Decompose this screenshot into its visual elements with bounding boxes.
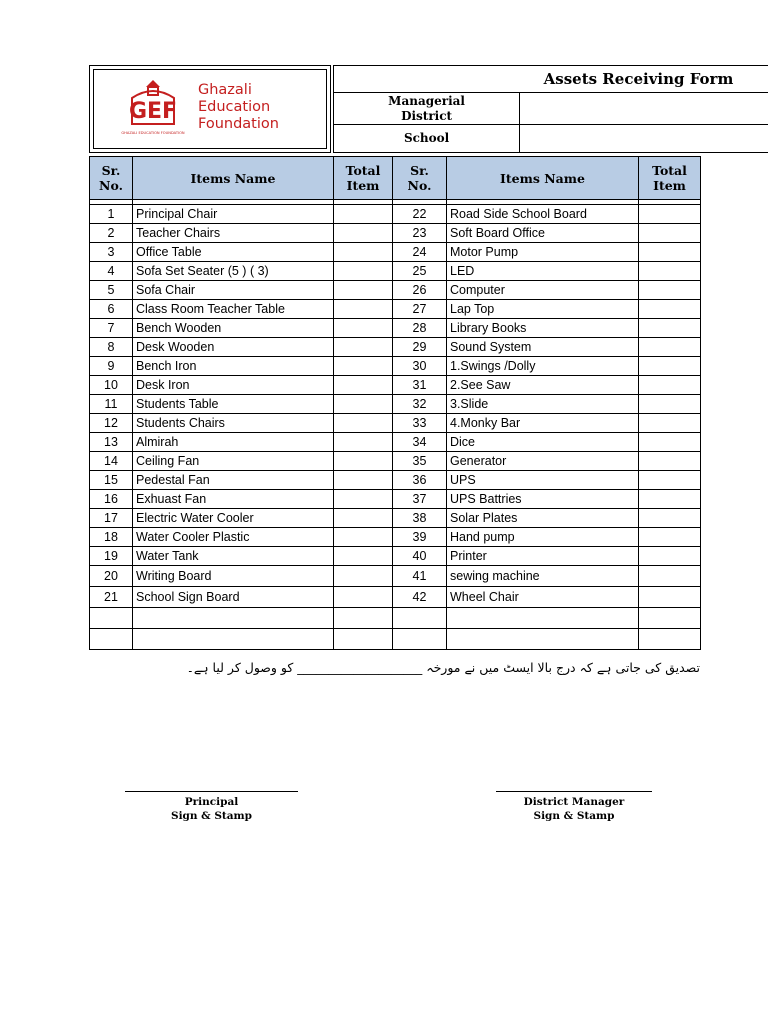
district-field[interactable] [520, 93, 768, 125]
table-row [90, 262, 701, 281]
table-row [90, 224, 701, 243]
school-field[interactable] [520, 125, 768, 153]
sr-header: Sr. No. [393, 157, 447, 200]
sr-number: 2 [90, 224, 133, 243]
total-item-cell[interactable] [334, 566, 393, 587]
item-name: Dice [447, 433, 639, 452]
sr-number: 23 [393, 224, 447, 243]
item-name: 3.Slide [447, 395, 639, 414]
empty-cell[interactable] [393, 629, 447, 650]
table-row [90, 471, 701, 490]
total-item-cell[interactable] [334, 376, 393, 395]
item-name: LED [447, 262, 639, 281]
sr-number: 35 [393, 452, 447, 471]
sr-number: 29 [393, 338, 447, 357]
item-name: Pedestal Fan [133, 471, 334, 490]
sr-number: 33 [393, 414, 447, 433]
sr-number: 18 [90, 528, 133, 547]
total-item-cell[interactable] [334, 547, 393, 566]
total-item-cell[interactable] [639, 547, 701, 566]
total-item-cell[interactable] [639, 452, 701, 471]
table-row [90, 566, 701, 587]
item-name: Sound System [447, 338, 639, 357]
table-row [90, 357, 701, 376]
item-name: Computer [447, 281, 639, 300]
district-manager-signature: District Manager Sign & Stamp [496, 791, 652, 823]
total-item-cell[interactable] [334, 319, 393, 338]
empty-cell[interactable] [393, 608, 447, 629]
sr-number: 37 [393, 490, 447, 509]
sr-number: 19 [90, 547, 133, 566]
item-name: Bench Iron [133, 357, 334, 376]
empty-cell[interactable] [639, 608, 701, 629]
total-item-cell[interactable] [639, 357, 701, 376]
table-row [90, 319, 701, 338]
empty-cell[interactable] [133, 608, 334, 629]
items-header: Items Name [133, 157, 334, 200]
table-row [90, 452, 701, 471]
total-item-cell[interactable] [334, 300, 393, 319]
item-name: Printer [447, 547, 639, 566]
total-item-cell[interactable] [639, 205, 701, 224]
item-name: Writing Board [133, 566, 334, 587]
item-name: 1.Swings /Dolly [447, 357, 639, 376]
item-name: Sofa Set Seater (5 ) ( 3) [133, 262, 334, 281]
sr-number: 39 [393, 528, 447, 547]
sr-number: 17 [90, 509, 133, 528]
item-name: Solar Plates [447, 509, 639, 528]
form-title: Assets Receiving Form [334, 66, 768, 93]
item-name: Library Books [447, 319, 639, 338]
table-row [90, 281, 701, 300]
sr-number: 15 [90, 471, 133, 490]
certification-text: تصدیق کی جاتی ہے کہ درج بالا ایسٹ میں نے مورخہ ____________________ کو وصول کر لیا ہے۔ [186, 660, 700, 675]
item-name: Motor Pump [447, 243, 639, 262]
sr-number: 10 [90, 376, 133, 395]
table-row [90, 243, 701, 262]
logo-letters: GEF [128, 99, 178, 124]
sr-number: 12 [90, 414, 133, 433]
item-name: Teacher Chairs [133, 224, 334, 243]
table-row [90, 433, 701, 452]
total-item-cell[interactable] [334, 452, 393, 471]
empty-cell[interactable] [334, 629, 393, 650]
total-item-cell[interactable] [334, 528, 393, 547]
district-label: Managerial District [334, 93, 520, 125]
item-name: Bench Wooden [133, 319, 334, 338]
item-name: Principal Chair [133, 205, 334, 224]
item-name: Desk Wooden [133, 338, 334, 357]
total-item-cell[interactable] [334, 262, 393, 281]
sr-number: 34 [393, 433, 447, 452]
empty-cell[interactable] [447, 608, 639, 629]
items-header: Items Name [447, 157, 639, 200]
total-item-cell[interactable] [639, 490, 701, 509]
total-item-cell[interactable] [334, 395, 393, 414]
sr-number: 9 [90, 357, 133, 376]
item-name: Generator [447, 452, 639, 471]
total-item-cell[interactable] [639, 262, 701, 281]
item-name: Desk Iron [133, 376, 334, 395]
sr-number: 22 [393, 205, 447, 224]
total-item-cell[interactable] [334, 509, 393, 528]
table-row [90, 528, 701, 547]
empty-cell[interactable] [90, 629, 133, 650]
sr-number: 24 [393, 243, 447, 262]
form-header [89, 65, 734, 155]
total-item-cell[interactable] [334, 338, 393, 357]
gef-logo-icon [118, 78, 188, 140]
total-item-cell[interactable] [334, 433, 393, 452]
item-name: Exhuast Fan [133, 490, 334, 509]
item-name: Soft Board Office [447, 224, 639, 243]
assets-table [89, 156, 701, 650]
brand-name: Ghazali Education Foundation [198, 82, 279, 132]
sr-number: 20 [90, 566, 133, 587]
table-row [90, 395, 701, 414]
sr-header: Sr. No. [90, 157, 133, 200]
total-item-cell[interactable] [334, 414, 393, 433]
total-item-cell[interactable] [639, 433, 701, 452]
sr-number: 41 [393, 566, 447, 587]
sr-number: 13 [90, 433, 133, 452]
form-info [333, 65, 734, 153]
signature-line[interactable] [125, 791, 298, 792]
table-row [90, 587, 701, 608]
total-item-cell[interactable] [639, 338, 701, 357]
total-item-cell[interactable] [334, 243, 393, 262]
item-name: Water Cooler Plastic [133, 528, 334, 547]
sr-number: 25 [393, 262, 447, 281]
item-name: School Sign Board [133, 587, 334, 608]
total-item-cell[interactable] [639, 300, 701, 319]
table-row [90, 547, 701, 566]
item-name: UPS Battries [447, 490, 639, 509]
total-item-cell[interactable] [639, 587, 701, 608]
item-name: Road Side School Board [447, 205, 639, 224]
total-item-cell[interactable] [639, 319, 701, 338]
item-name: Students Table [133, 395, 334, 414]
item-name: sewing machine [447, 566, 639, 587]
sr-number: 26 [393, 281, 447, 300]
logo-panel [89, 65, 331, 153]
total-item-cell[interactable] [639, 566, 701, 587]
total-item-cell[interactable] [639, 528, 701, 547]
total-item-cell[interactable] [334, 471, 393, 490]
logo-tagline: GHAZALI EDUCATION FOUNDATION [121, 131, 185, 135]
item-name: Sofa Chair [133, 281, 334, 300]
sr-number: 42 [393, 587, 447, 608]
sr-number: 1 [90, 205, 133, 224]
total-item-cell[interactable] [639, 395, 701, 414]
item-name: Class Room Teacher Table [133, 300, 334, 319]
empty-cell[interactable] [639, 629, 701, 650]
signature-line[interactable] [496, 791, 652, 792]
sr-number: 31 [393, 376, 447, 395]
sr-number: 7 [90, 319, 133, 338]
sr-number: 3 [90, 243, 133, 262]
sr-number: 8 [90, 338, 133, 357]
total-header: Total Item [334, 157, 393, 200]
empty-row [90, 608, 701, 629]
assets-form [89, 65, 734, 650]
sr-number: 38 [393, 509, 447, 528]
table-row [90, 509, 701, 528]
item-name: Wheel Chair [447, 587, 639, 608]
total-item-cell[interactable] [639, 243, 701, 262]
sr-number: 6 [90, 300, 133, 319]
total-header: Total Item [639, 157, 701, 200]
sr-number: 40 [393, 547, 447, 566]
item-name: Electric Water Cooler [133, 509, 334, 528]
item-name: Students Chairs [133, 414, 334, 433]
sr-number: 21 [90, 587, 133, 608]
sr-number: 28 [393, 319, 447, 338]
principal-signature: Principal Sign & Stamp [125, 791, 298, 823]
total-item-cell[interactable] [334, 224, 393, 243]
total-item-cell[interactable] [639, 509, 701, 528]
total-item-cell[interactable] [639, 224, 701, 243]
sr-number: 5 [90, 281, 133, 300]
sr-number: 11 [90, 395, 133, 414]
item-name: 2.See Saw [447, 376, 639, 395]
sr-number: 4 [90, 262, 133, 281]
table-row [90, 300, 701, 319]
item-name: Hand pump [447, 528, 639, 547]
total-item-cell[interactable] [639, 414, 701, 433]
total-item-cell[interactable] [639, 471, 701, 490]
table-row [90, 338, 701, 357]
total-item-cell[interactable] [639, 281, 701, 300]
table-header [90, 157, 701, 200]
sr-number: 36 [393, 471, 447, 490]
empty-cell[interactable] [90, 608, 133, 629]
total-item-cell[interactable] [639, 376, 701, 395]
item-name: Lap Top [447, 300, 639, 319]
item-name: UPS [447, 471, 639, 490]
total-item-cell[interactable] [334, 357, 393, 376]
item-name: Water Tank [133, 547, 334, 566]
total-item-cell[interactable] [334, 490, 393, 509]
empty-cell[interactable] [447, 629, 639, 650]
table-row [90, 205, 701, 224]
total-item-cell[interactable] [334, 281, 393, 300]
sr-number: 14 [90, 452, 133, 471]
table-row [90, 414, 701, 433]
sr-number: 30 [393, 357, 447, 376]
sr-number: 16 [90, 490, 133, 509]
table-row [90, 490, 701, 509]
total-item-cell[interactable] [334, 587, 393, 608]
school-label: School [334, 125, 520, 153]
empty-row [90, 629, 701, 650]
table-row [90, 376, 701, 395]
item-name: Almirah [133, 433, 334, 452]
item-name: 4.Monky Bar [447, 414, 639, 433]
empty-cell[interactable] [133, 629, 334, 650]
empty-cell[interactable] [334, 608, 393, 629]
item-name: Ceiling Fan [133, 452, 334, 471]
sr-number: 27 [393, 300, 447, 319]
total-item-cell[interactable] [334, 205, 393, 224]
sr-number: 32 [393, 395, 447, 414]
item-name: Office Table [133, 243, 334, 262]
